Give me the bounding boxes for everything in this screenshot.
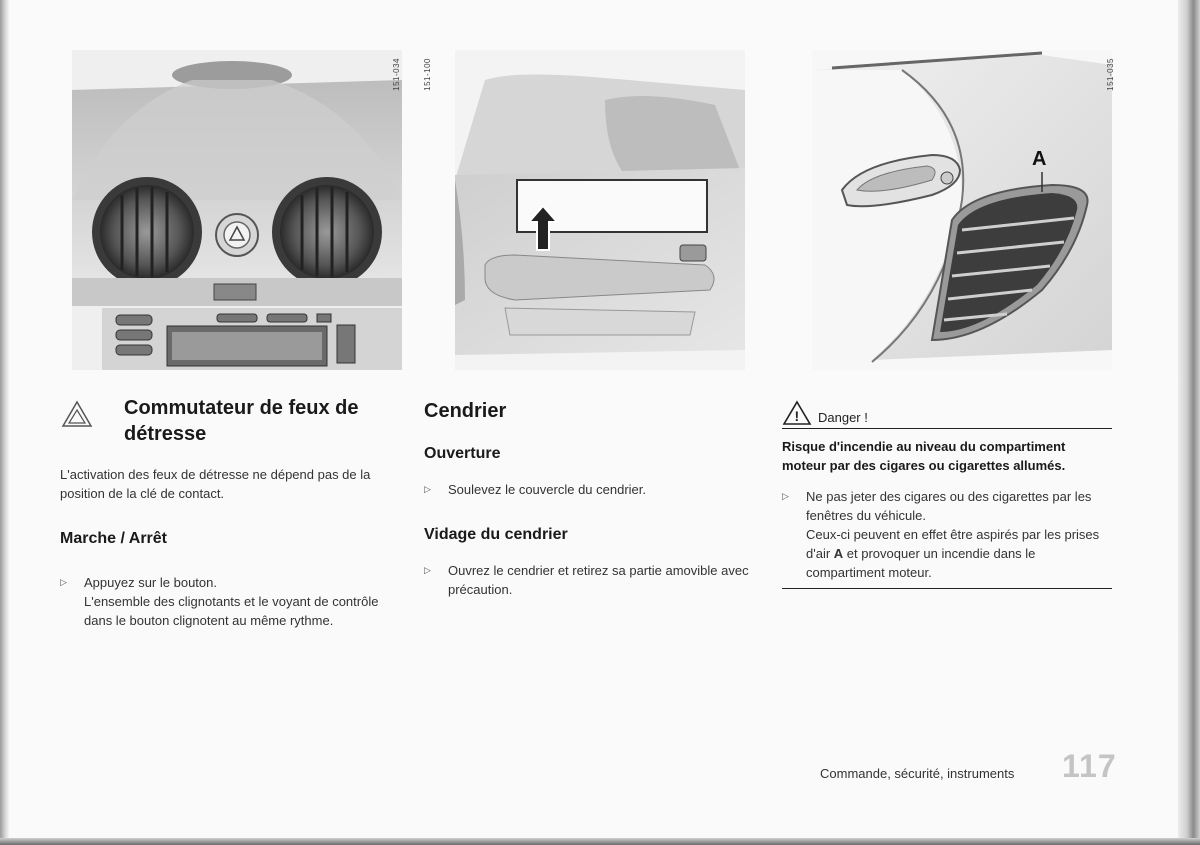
section-title: Commutateur de feux de détresse — [124, 397, 359, 445]
bullet-arrow-icon: ▷ — [782, 491, 789, 501]
instruction-detail: L'ensemble des clignotants et le voyant de contrôle dans le bouton clignotent au même rythme. — [84, 594, 379, 628]
figure-code: 151-034 — [392, 58, 401, 91]
instruction-item — [424, 480, 764, 499]
page-edge-left — [0, 0, 9, 845]
danger-label: Danger ! — [818, 410, 868, 425]
danger-end-rule — [782, 588, 1112, 589]
danger-header — [782, 400, 1112, 429]
instruction-action: Ne pas jeter des cigares ou des cigarettes par les fenêtres du véhicule. — [806, 489, 1092, 523]
svg-text:!: ! — [794, 408, 800, 424]
instruction-item — [60, 573, 400, 630]
page-edge-bottom — [0, 838, 1200, 845]
subsection-title: Marche / Arrêt — [60, 530, 167, 547]
section-danger — [782, 400, 1122, 589]
figure-ashtray — [455, 50, 745, 370]
figure-code: 151-035 — [1106, 58, 1115, 91]
instruction-item — [424, 561, 768, 599]
bullet-arrow-icon: ▷ — [424, 565, 431, 575]
subsection-title: Ouverture — [424, 445, 501, 462]
detail-reference: A — [833, 546, 844, 561]
danger-warning-icon — [782, 400, 812, 426]
bullet-arrow-icon: ▷ — [60, 577, 67, 587]
air-intake-label: A — [1032, 148, 1047, 170]
subsection-title: Vidage du cendrier — [424, 526, 568, 543]
section-ashtray — [424, 395, 764, 599]
danger-warning-text: Risque d'incendie au niveau du compartiment moteur par des cigares ou cigarettes allumés. — [782, 439, 1066, 473]
intro-text: L'activation des feux de détresse ne dépend pas de la position de la clé de contact. — [60, 467, 371, 501]
instruction-item — [782, 487, 1116, 582]
section-title: Cendrier — [424, 400, 507, 422]
instruction-detail — [806, 525, 1116, 582]
instruction-action: Appuyez sur le bouton. — [84, 575, 217, 590]
instruction-action: Soulevez le couvercle du cendrier. — [448, 482, 647, 497]
figure-code: 151-100 — [423, 58, 432, 91]
figure-air-intake — [812, 50, 1112, 370]
figure-hazard-switch — [72, 50, 402, 370]
instruction-action: Ouvrez le cendrier et retirez sa partie amovible avec précaution. — [448, 563, 749, 597]
detail-text: Ceux-ci peuvent en effet être aspirés par les prises d'air — [806, 527, 1100, 561]
page-edge-right — [1178, 0, 1200, 845]
footer-section-name: Commande, sécurité, instruments — [820, 766, 1015, 781]
bullet-arrow-icon: ▷ — [424, 484, 431, 494]
section-hazard-switch — [60, 395, 400, 630]
detail-text: et provoquer un incendie dans le compartiment moteur. — [806, 546, 1036, 580]
page-number: 117 — [1062, 748, 1117, 784]
hazard-triangle-icon — [60, 399, 94, 429]
